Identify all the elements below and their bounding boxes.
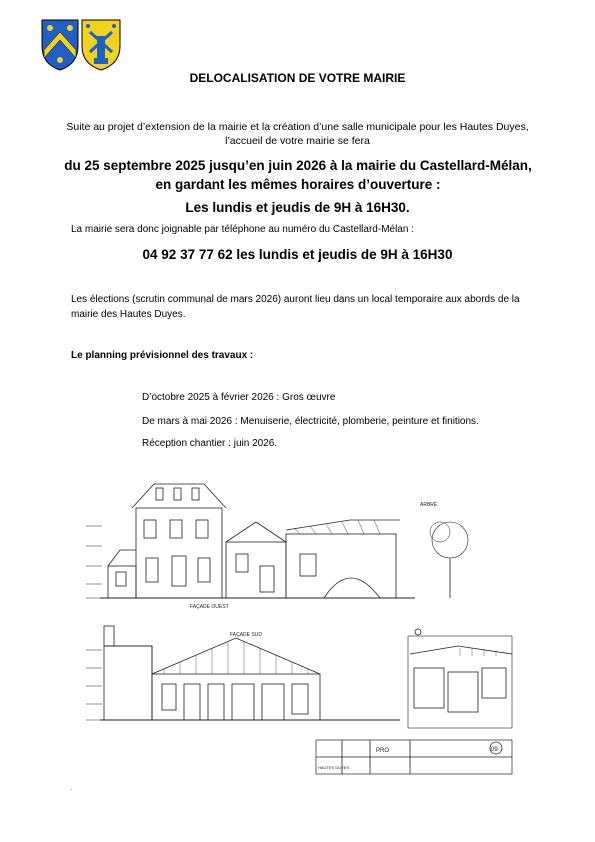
planning-step: D’octobre 2025 à février 2026 : Gros œuvre: [142, 392, 336, 403]
footer-mark: .: [70, 783, 73, 792]
coat-of-arms-logo: [40, 18, 122, 72]
facade-2-label: FAÇADE SUD: [230, 632, 262, 638]
cartouche-code: PRO: [376, 748, 390, 754]
cartouche-owner: HAUTES DUYES: [318, 765, 350, 770]
tree-label: ARBRE: [420, 502, 438, 508]
lower-facade: [86, 626, 512, 728]
facade-1-label: FAÇADE OUEST: [190, 604, 229, 610]
upper-facade: [86, 484, 468, 610]
opening-hours: Les lundis et jeudis de 9H à 16H30.: [185, 200, 410, 215]
sheet-number: 09: [491, 747, 498, 753]
relocation-period: du 25 septembre 2025 jusqu’en juin 2026 à la mairie du Castellard-Mélan, en gardant les mêmes horaires d’ouverture :: [64, 158, 532, 192]
right-shield: [82, 20, 120, 70]
planning-title: Le planning prévisionnel des travaux :: [71, 350, 254, 361]
phone-intro: La mairie sera donc joignable par téléphone au numéro du Castellard-Mélan :: [71, 224, 414, 235]
left-shield: [42, 20, 78, 70]
phone-number-line: 04 92 37 77 62 les lundis et jeudis de 9H à 16H30: [142, 247, 453, 262]
elections-paragraph: Les élections (scrutin communal de mars 2026) auront lieu dans un local temporaire aux abords de la mairie des Hautes Duyes.: [71, 294, 520, 320]
architectural-drawing: [80, 458, 515, 783]
page-title: DELOCALISATION DE VOTRE MAIRIE: [189, 71, 406, 85]
planning-step: Réception chantier : juin 2026.: [142, 438, 278, 449]
title-block: [316, 740, 512, 774]
intro-paragraph: Suite au projet d’extension de la mairie et la création d’une salle municipale pour les Hautes Duyes, l’accueil de votre mairie se fera: [66, 121, 529, 147]
planning-step: De mars à mai 2026 : Menuiserie, électricité, plomberie, peinture et finitions.: [142, 416, 479, 427]
